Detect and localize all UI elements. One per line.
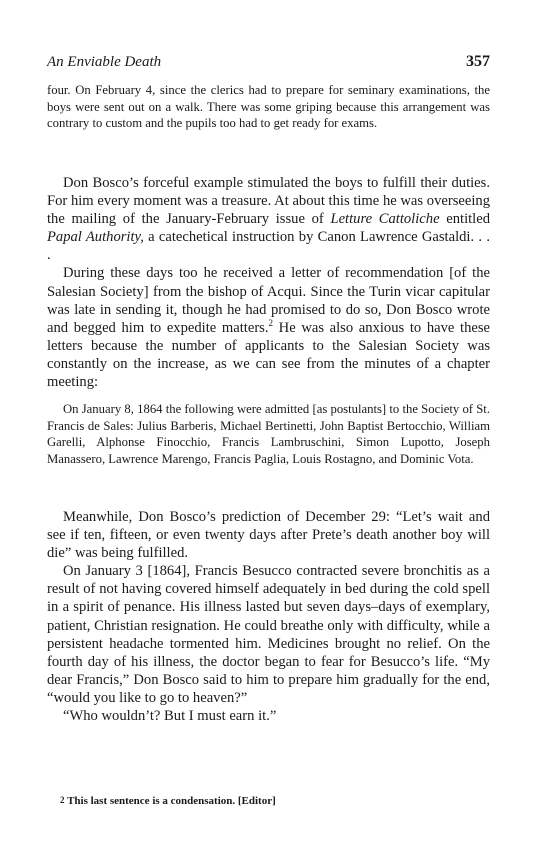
footnote [60, 795, 276, 807]
paragraph-top [47, 82, 490, 132]
page-header [47, 54, 490, 76]
paragraph-example-part1: Don Bosco’s forceful example stimulated the boys to fulfill their duties. For him every moment was a treasure. At about this time he was overseeing the mailing of the January-February issue of [47, 175, 490, 228]
paragraph-letter [47, 264, 490, 391]
paragraph-besucco: On January 3 [1864], Francis Besucco contracted severe bronchitis as a result of not having covered himself adequately in bed during the cold spell in a spirit of penance. His illness lasted but seven days–days of exemplary, patient, Christian resignation. He could breathe only with difficulty, while a persistent headache tormented him. Medicines brought no relief. On the fourth day of his illness, the doctor began to fear for Besucco’s life. “My dear Francis,” Don Bosco said to him to prepare him gradually for the end, “would you like to go to heaven?” [47, 563, 490, 706]
block-quote [47, 401, 490, 467]
footnote-text: This last sentence is a condensation. [Editor] [67, 795, 276, 807]
footnote-reference: 2 [268, 317, 274, 328]
footnote-mark: 2 [60, 795, 65, 805]
paragraph-prediction: Meanwhile, Don Bosco’s prediction of December 29: “Let’s wait and see if ten, fifteen, or even twenty days after Prete’s death another boy will die” was being fulfilled. [47, 509, 490, 562]
main-text [47, 174, 490, 391]
paragraph-example-part2: entitled [439, 211, 491, 228]
paragraph-example-part3: a catechetical instruction by Canon Lawrence Gastaldi. . . . [47, 229, 490, 264]
paragraph-example [47, 174, 490, 264]
main-text-lower [47, 508, 490, 725]
paragraph-reply: “Who wouldn’t? But I must earn it.” [63, 708, 277, 725]
paragraph-top-text: four. On February 4, since the clerics had to prepare for seminary examinations, the boys were sent out on a walk. There was some griping because this arrangement was contrary to custom and the pupils too had to get ready for exams. [47, 83, 490, 131]
page-number: 357 [466, 53, 490, 70]
paragraph-letter-text2: He was also anxious to have these letters because the number of applicants to the Salesian Society was constantly on the increase, as we can see from the minutes of a chapter meeting: [47, 319, 491, 391]
block-quote-text: On January 8, 1864 the following were admitted [as postulants] to the Society of St. Francis de Sales: Julius Barberis, Michael Bertinetti, John Baptist Bertocchio, William Garelli, Alphonse Finocchio, Francis Lambruschini, Simon Lupotto, Joseph Manassero, Lawrence Marengo, Francis Paglia, Louis Rostagno, and Dominic Vota. [47, 402, 490, 466]
issue-title: Papal Authority, [47, 229, 144, 246]
running-title: An Enviable Death [47, 54, 162, 70]
paragraph-letter-text: During these days too he received a letter of recommendation [of the Salesian Society] from the bishop of Acqui. Since the Turin vicar capitular was late in sending it, though he had promised to do so, Don Bosco wrote and begged him to expedite matters. [47, 265, 490, 336]
publication-title: Letture Cattoliche [330, 211, 440, 228]
